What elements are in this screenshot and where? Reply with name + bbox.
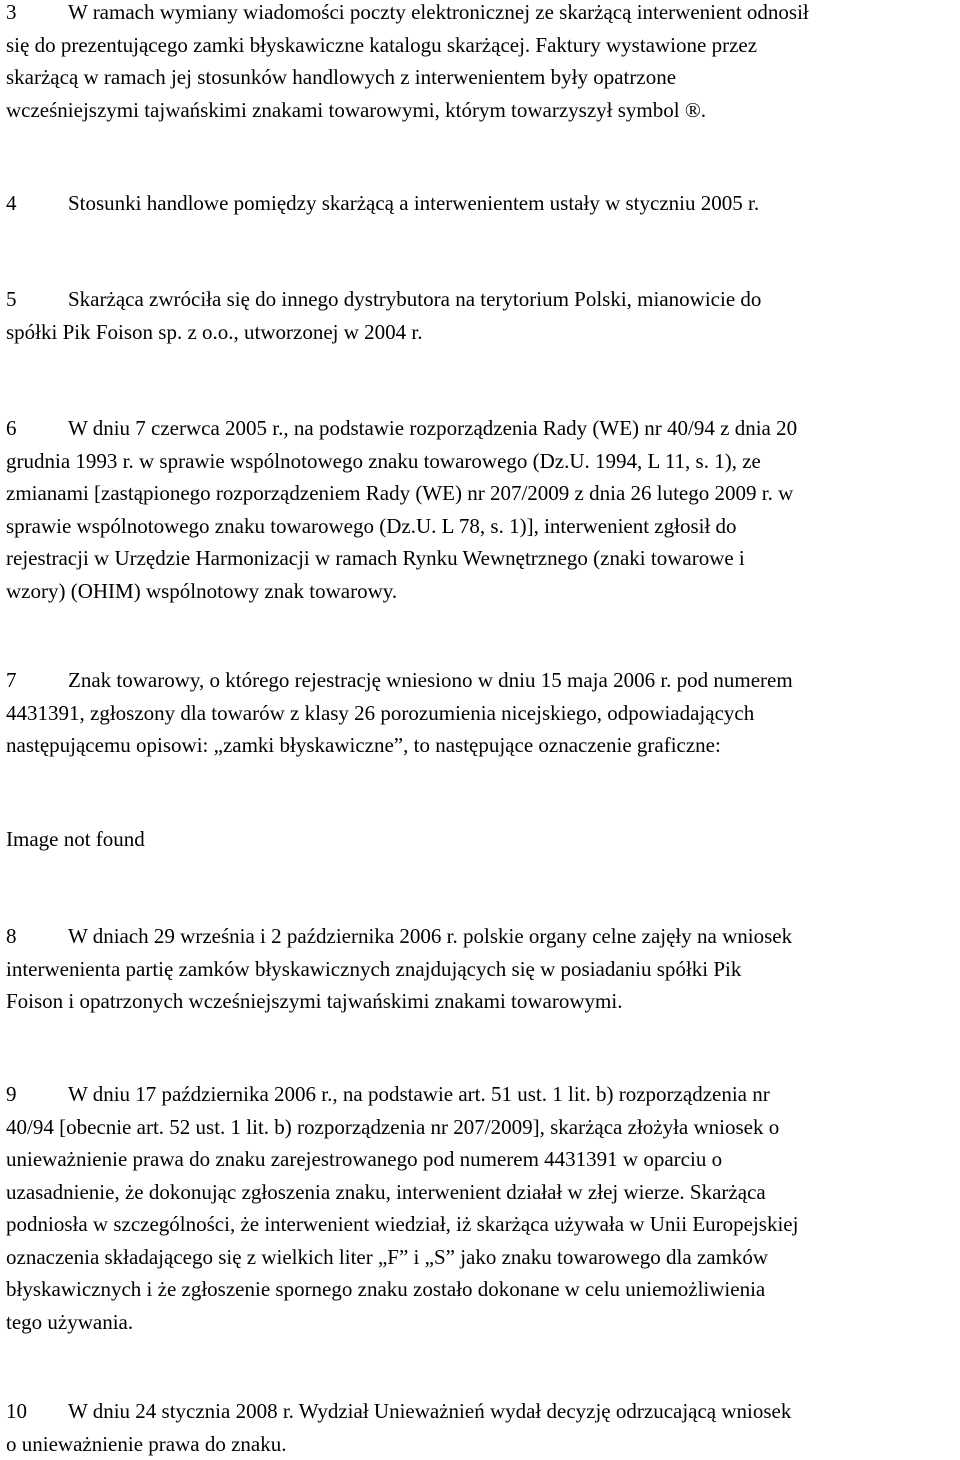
paragraph-4 — [6, 187, 960, 220]
paragraph-number: 3 — [6, 0, 17, 24]
paragraph-text: W dniu 17 października 2006 r., na podstawie art. 51 ust. 1 lit. b) rozporządzenia nr 40/94 [obecnie art. 52 ust. 1 lit. b) rozporządzenia nr 207/2009], skarżąca złożyła wniosek o unieważnienie prawa do znaku zarejestrowanego pod numerem 4431391 w oparciu o uzasadnienie, że dokonując zgłoszenia znaku, interwenient działał w złej wierze. Skarżąca podniosła w szczególności, że interwenient wiedział, iż skarżąca używała w Unii Europejskiej oznaczenia składającego się z wielkich liter „F” i „S” jako znaku towarowego dla zamków błyskawicznych i że zgłoszenie spornego znaku zostało dokonane w celu uniemożliwienia tego używania. — [6, 1082, 799, 1334]
paragraph-text: W ramach wymiany wiadomości poczty elektronicznej ze skarżącą interwenient odnosił się do prezentującego zamki błyskawiczne katalogu skarżącej. Faktury wystawione przez skarżącą w ramach jej stosunków handlowych z interwenientem były opatrzone wcześniejszymi tajwańskimi znakami towarowymi, którym towarzyszył symbol ®. — [6, 0, 809, 122]
paragraph-text: W dniach 29 września i 2 października 2006 r. polskie organy celne zajęły na wniosek interwenienta partię zamków błyskawicznych znajdujących się w posiadaniu spółki Pik Foison i opatrzonych wcześniejszymi tajwańskimi znakami towarowymi. — [6, 924, 793, 1013]
paragraph-text: W dniu 7 czerwca 2005 r., na podstawie rozporządzenia Rady (WE) nr 40/94 z dnia 20 grudnia 1993 r. w sprawie wspólnotowego znaku towarowego (Dz.U. 1994, L 11, s. 1), ze zmianami [zastąpionego rozporządzeniem Rady (WE) nr 207/2009 z dnia 26 lutego 2009 r. w sprawie wspólnotowego znaku towarowego (Dz.U. L 78, s. 1)], interwenient zgłosił do rejestracji w Urzędzie Harmonizacji w ramach Rynku Wewnętrznego (znaki towarowe i wzory) (OHIM) wspólnotowy znak towarowy. — [6, 416, 798, 603]
paragraph-8 — [6, 920, 960, 1018]
paragraph-number: 6 — [6, 416, 17, 440]
paragraph-number: 8 — [6, 924, 17, 948]
paragraph-6 — [6, 412, 960, 607]
paragraph-9 — [6, 1078, 960, 1338]
paragraph-text: W dniu 24 stycznia 2008 r. Wydział Unieważnień wydał decyzję odrzucającą wniosek o unieważnienie prawa do znaku. — [6, 1399, 792, 1456]
paragraph-5 — [6, 283, 960, 348]
paragraph-text: Skarżąca zwróciła się do innego dystrybutora na terytorium Polski, mianowicie do spółki Pik Foison sp. z o.o., utworzonej w 2004 r. — [6, 287, 762, 344]
paragraph-text: Stosunki handlowe pomiędzy skarżącą a interwenientem ustały w styczniu 2005 r. — [68, 191, 760, 215]
paragraph-number: 5 — [6, 287, 17, 311]
paragraph-10 — [6, 1395, 960, 1460]
paragraph-number: 4 — [6, 191, 17, 215]
paragraph-number: 9 — [6, 1082, 17, 1106]
paragraph-number: 7 — [6, 668, 17, 692]
paragraph-text: Znak towarowy, o którego rejestrację wniesiono w dniu 15 maja 2006 r. pod numerem 4431391, zgłoszony dla towarów z klasy 26 porozumienia nicejskiego, odpowiadających następującemu opisowi: „zamki błyskawiczne”, to następujące oznaczenie graficzne: — [6, 668, 793, 757]
paragraph-number: 10 — [6, 1399, 27, 1423]
paragraph-3 — [6, 0, 960, 126]
paragraph-7 — [6, 664, 960, 762]
image-placeholder: Image not found — [6, 827, 145, 851]
